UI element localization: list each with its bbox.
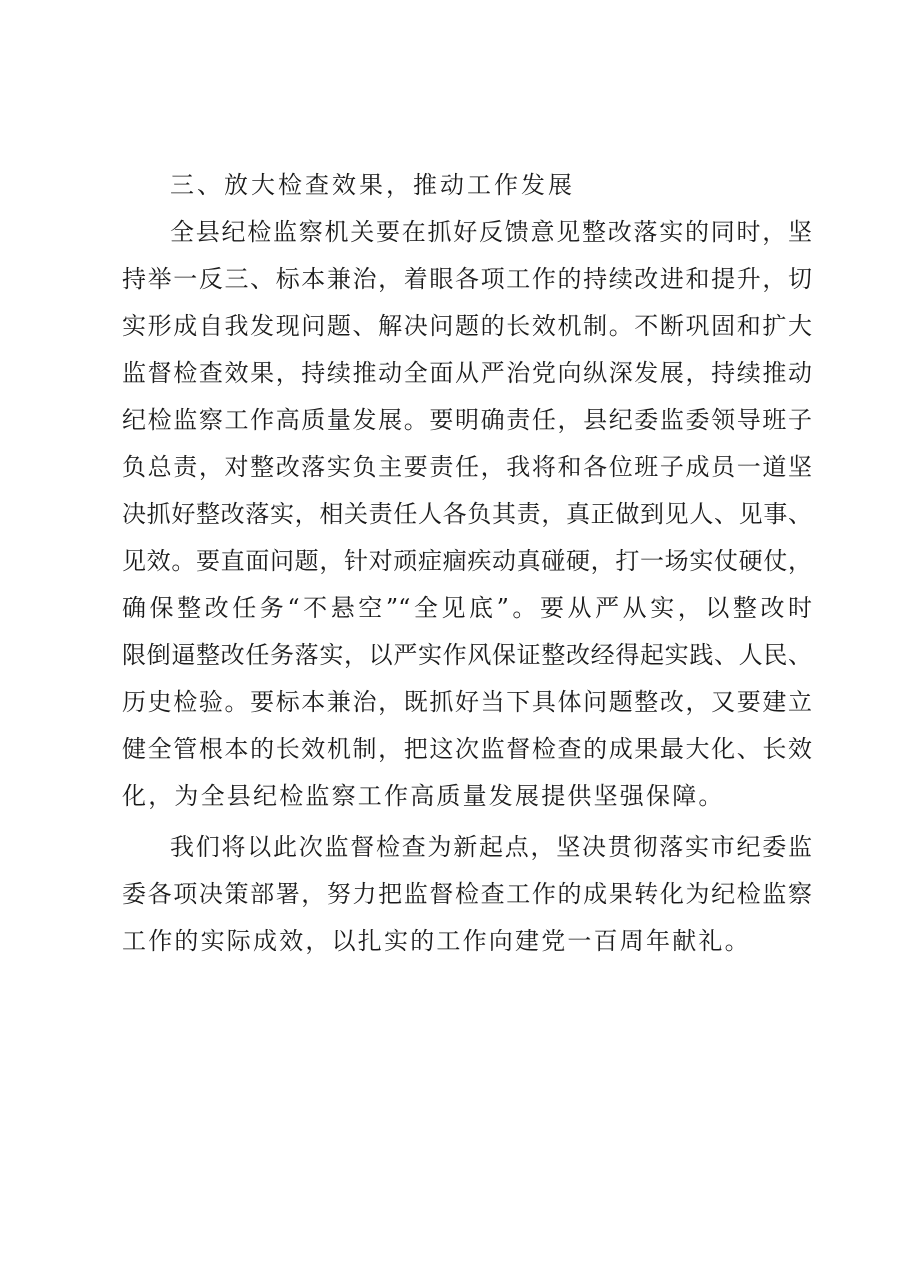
paragraph-line: 监督检查效果，持续推动全面从严治党向纵深发展，持续推动 bbox=[122, 359, 812, 387]
paragraph-line: 纪检监察工作高质量发展。要明确责任，县纪委监委领导班子 bbox=[122, 406, 812, 434]
paragraph-1 bbox=[122, 209, 812, 820]
paragraph-line: 委各项决策部署，努力把监督检查工作的成果转化为纪检监察 bbox=[122, 880, 812, 908]
paragraph-line: 我们将以此次监督检查为新起点，坚决贯彻落实市纪委监 bbox=[170, 833, 812, 861]
paragraph-2 bbox=[122, 824, 812, 965]
paragraph-line: 持举一反三、标本兼治，着眼各项工作的持续改进和提升，切 bbox=[122, 265, 812, 293]
paragraph-line: 负总责，对整改落实负主要责任，我将和各位班子成员一道坚 bbox=[122, 453, 812, 481]
paragraph-line: 化，为全县纪检监察工作高质量发展提供坚强保障。 bbox=[122, 782, 725, 810]
document-body bbox=[122, 162, 812, 965]
paragraph-line: 实形成自我发现问题、解决问题的长效机制。不断巩固和扩大 bbox=[122, 312, 812, 340]
section-heading: 三、放大检查效果，推动工作发展 bbox=[170, 171, 575, 199]
paragraph-line: 工作的实际成效，以扎实的工作向建党一百周年献礼。 bbox=[122, 927, 751, 955]
paragraph-line: 决抓好整改落实，相关责任人各负其责，真正做到见人、见事、 bbox=[122, 500, 812, 528]
paragraph-line: 健全管根本的长效机制，把这次监督检查的成果最大化、长效 bbox=[122, 735, 812, 763]
paragraph-line: 确保整改任务“不悬空”“全见底”。要从严从实，以整改时 bbox=[122, 594, 812, 622]
paragraph-line: 历史检验。要标本兼治，既抓好当下具体问题整改，又要建立 bbox=[122, 688, 812, 716]
paragraph-line: 见效。要直面问题，针对顽症痼疾动真碰硬，打一场实仗硬仗， bbox=[122, 547, 812, 575]
paragraph-line: 限倒逼整改任务落实，以严实作风保证整改经得起实践、人民、 bbox=[122, 641, 812, 669]
paragraph-line: 全县纪检监察机关要在抓好反馈意见整改落实的同时，坚 bbox=[170, 218, 812, 246]
